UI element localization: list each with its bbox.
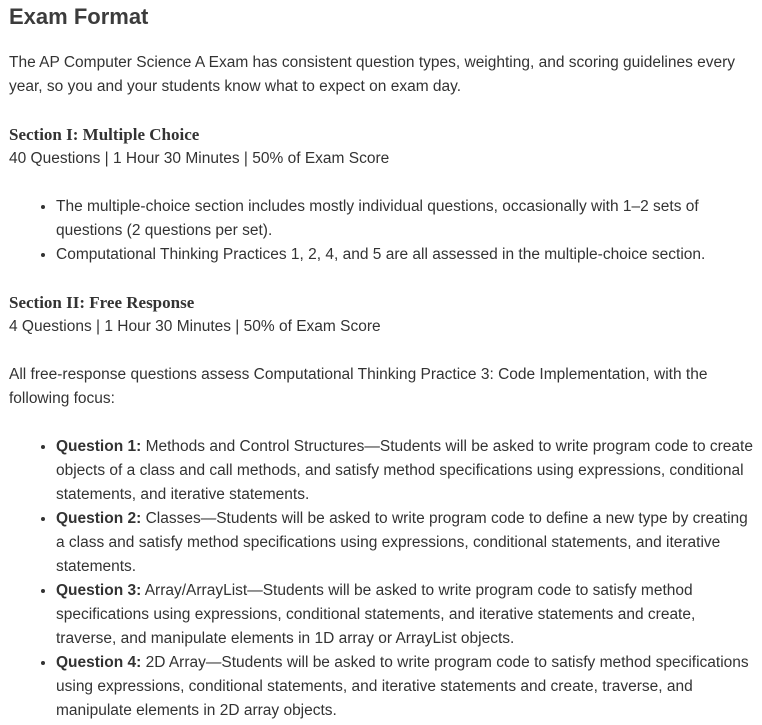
section-2 bbox=[9, 291, 754, 723]
question-text: Classes—Students will be asked to write program code to define a new type by creating a class and satisfy method specifications using expressions, conditional statements, and iterative statements. bbox=[56, 510, 748, 575]
question-item-1 bbox=[56, 435, 754, 507]
question-label: Question 2: bbox=[56, 510, 142, 527]
section-2-meta: 4 Questions | 1 Hour 30 Minutes | 50% of Exam Score bbox=[9, 318, 381, 335]
section-2-heading: Section II: Free Response bbox=[9, 293, 195, 312]
section-1-meta: 40 Questions | 1 Hour 30 Minutes | 50% of Exam Score bbox=[9, 150, 390, 167]
intro-paragraph: The AP Computer Science A Exam has consistent question types, weighting, and scoring guidelines every year, so you and your students know what to expect on exam day. bbox=[9, 54, 736, 95]
list-item: • Computational Thinking Practices 1, 2, 4, and 5 are all assessed in the multiple-choice section. bbox=[56, 243, 754, 267]
section-1 bbox=[9, 123, 754, 267]
section-1-bullet-list bbox=[9, 195, 754, 267]
question-text: Array/ArrayList—Students will be asked to write program code to satisfy method specifications using expressions, conditional statements, and iterative statements and create, traverse, and manipulate elements in 1D array or ArrayList objects. bbox=[56, 582, 696, 647]
page-title: Exam Format bbox=[9, 4, 149, 29]
question-item-3 bbox=[56, 579, 754, 651]
question-label: Question 1: bbox=[56, 438, 142, 455]
free-response-intro: All free-response questions assess Computational Thinking Practice 3: Code Implementation, with the following focus: bbox=[9, 366, 708, 407]
question-text: Methods and Control Structures—Students will be asked to write program code to create objects of a class and call methods, and satisfy method specifications using expressions, conditional statements, and iterative statements. bbox=[56, 438, 753, 503]
question-text: 2D Array—Students will be asked to write program code to satisfy method specifications using expressions, conditional statements, and iterative statements and create, traverse, and manipulate elements in 2D array objects. bbox=[56, 654, 749, 719]
question-item-4 bbox=[56, 651, 754, 723]
question-label: Question 4: bbox=[56, 654, 142, 671]
question-list bbox=[9, 435, 754, 723]
question-item-2 bbox=[56, 507, 754, 579]
question-label: Question 3: bbox=[56, 582, 142, 599]
section-1-heading: Section I: Multiple Choice bbox=[9, 125, 200, 144]
list-item: • The multiple-choice section includes mostly individual questions, occasionally with 1–2 sets of questions (2 questions per set). bbox=[56, 195, 754, 243]
